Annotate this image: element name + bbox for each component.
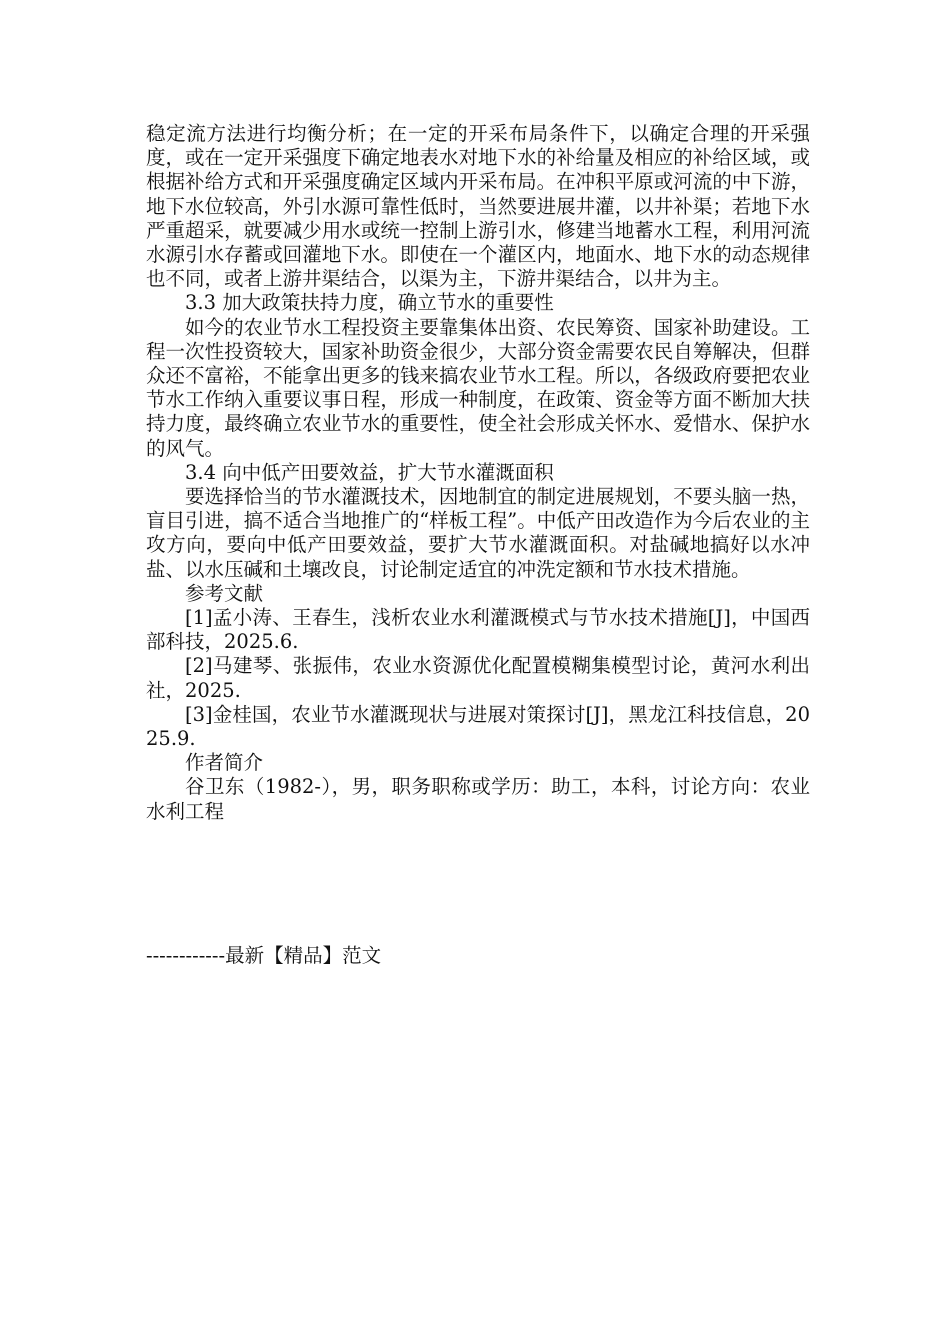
paragraph-groundwater-analysis: 稳定流方法进行均衡分析；在一定的开采布局条件下，以确定合理的开采强度，或在一定开采强度下确定地表水对地下水的补给量及相应的补给区域，或根据补给方式和开采强度确定区域内开采布局。在冲积平原或河流的中下游，地下水位较高，外引水源可靠性低时，当然要进展井灌，以井补渠；若地下水严重超采，就要减少用水或统一控制上游引水，修建当地蓄水工程，利用河流水源引水存蓄或回灌地下水。即使在一个灌区内，地面水、地下水的动态规律也不同，或者上游井渠结合，以渠为主，下游井渠结合，以井为主。	[146, 122, 810, 291]
references-heading: 参考文献	[185, 581, 264, 605]
reference-item-3: [3]金桂国，农业节水灌溉现状与进展对策探讨[J]，黑龙江科技信息，2025.9.	[146, 702, 810, 751]
section-heading-3-4: 3.4 向中低产田要效益，扩大节水灌溉面积	[185, 460, 554, 484]
paragraph-irrigation-area: 要选择恰当的节水灌溉技术，因地制宜的制定进展规划，不要头脑一热，盲目引进，搞不适合当地推广的“样板工程”。中低产田改造作为今后农业的主攻方向，要向中低产田要效益，要扩大节水灌溉面积。对盐碱地搞好以水冲盐、以水压碱和土壤改良，讨论制定适宜的冲洗定额和节水技术措施。	[146, 485, 810, 581]
section-heading-3-3: 3.3 加大政策扶持力度，确立节水的重要性	[185, 291, 554, 315]
author-intro-text: 谷卫东（1982-），男，职务职称或学历：助工，本科，讨论方向：农业水利工程	[146, 775, 810, 823]
author-intro-heading: 作者简介	[185, 751, 264, 775]
reference-item-2: [2]马建琴、张振伟，农业水资源优化配置模糊集模型讨论，黄河水利出社，2025.	[146, 654, 810, 702]
footer-banner: ------------最新【精品】范文	[146, 944, 382, 967]
reference-item-1: [1]孟小涛、王春生，浅析农业水利灌溉模式与节水技术措施[J]，中国西部科技，2025.6.	[146, 606, 810, 654]
paragraph-policy-support: 如今的农业节水工程投资主要靠集体出资、农民筹资、国家补助建设。工程一次性投资较大，国家补助资金很少，大部分资金需要农民自筹解决，但群众还不富裕，不能拿出更多的钱来搞农业节水工程。所以，各级政府要把农业节水工作纳入重要议事日程，形成一种制度，在政策、资金等方面不断加大扶持力度，最终确立农业节水的重要性，使全社会形成关怀水、爱惜水、保护水的风气。	[146, 315, 810, 460]
document-body	[146, 122, 810, 824]
